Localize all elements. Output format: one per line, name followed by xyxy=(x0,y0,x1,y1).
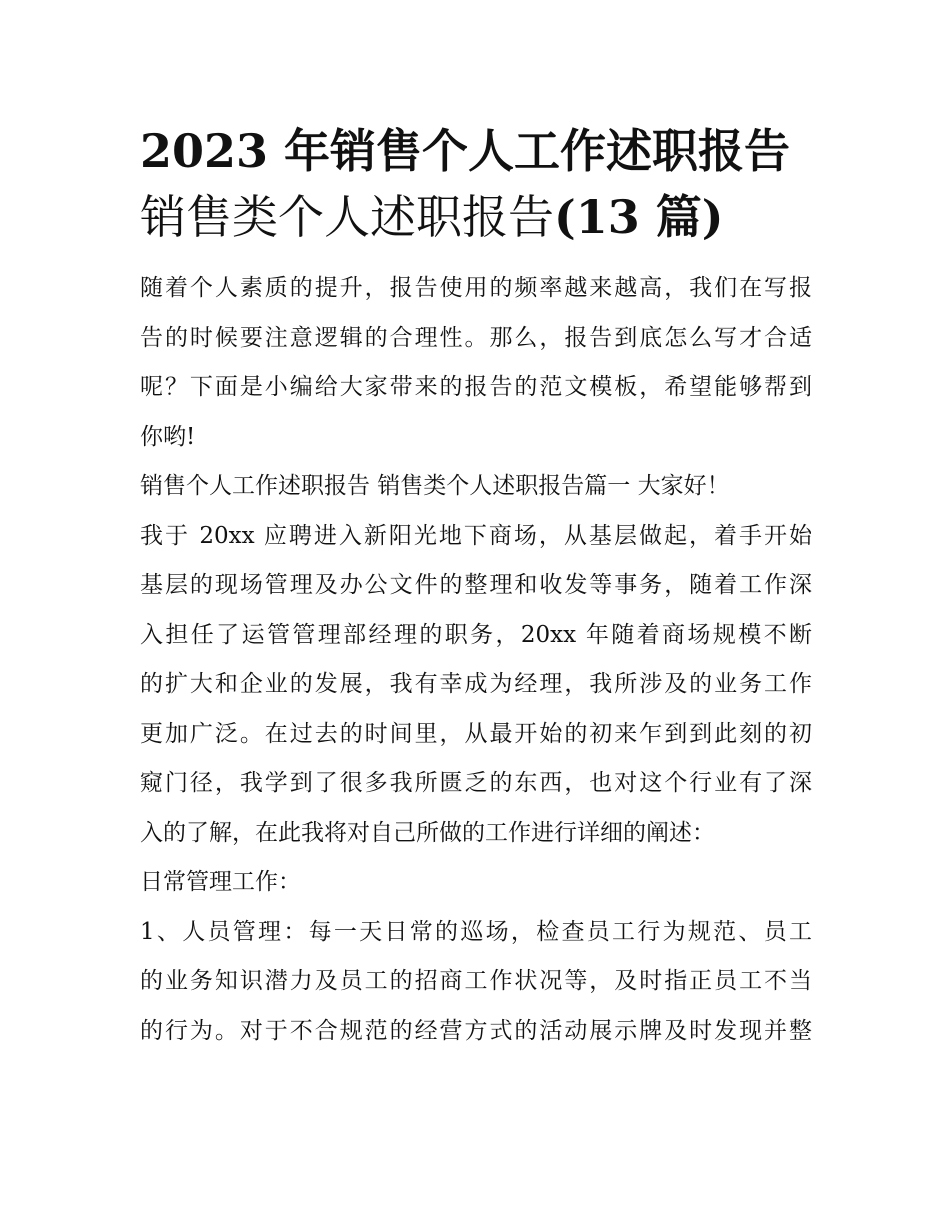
list-item-paragraph xyxy=(140,908,812,1057)
title-line-2-suffix: (13 篇) xyxy=(554,190,724,244)
title-line-2 xyxy=(140,184,812,250)
paragraph-line: 呢？下面是小编给大家带来的报告的范文模板，希望能够帮到 xyxy=(140,374,812,400)
paragraph-line: 日常管理工作： xyxy=(140,869,301,895)
title-line-2-text: 销售类个人述职报告 xyxy=(140,190,554,244)
paragraph-line: 你哟! xyxy=(140,423,196,450)
paragraph-line: 入担任了运管管理部经理的职务，20xx 年随着商场规模不断 xyxy=(140,621,812,648)
paragraph-line: 我于 20xx 应聘进入新阳光地下商场，从基层做起，着手开始 xyxy=(140,522,812,549)
document-page xyxy=(140,118,812,1056)
paragraph-line: 1、人员管理：每一天日常的巡场，检查员工行为规范、员工 xyxy=(140,918,812,945)
paragraph-line: 基层的现场管理及办公文件的整理和收发等事务，随着工作深 xyxy=(140,572,812,598)
subheading-paragraph xyxy=(140,858,812,908)
document-title xyxy=(140,118,812,250)
paragraph-line: 告的时候要注意逻辑的合理性。那么，报告到底怎么写才合适 xyxy=(140,324,812,351)
paragraph-line: 更加广泛。在过去的时间里，从最开始的初来乍到到此刻的初 xyxy=(140,720,812,747)
paragraph-line: 窥门径，我学到了很多我所匮乏的东西，也对这个行业有了深 xyxy=(140,770,812,796)
body-paragraph xyxy=(140,512,812,859)
paragraph-line: 的行为。对于不合规范的经营方式的活动展示牌及时发现并整 xyxy=(140,1017,812,1044)
paragraph-line: 的扩大和企业的发展，我有幸成为经理，我所涉及的业务工作 xyxy=(140,671,812,697)
intro-paragraph xyxy=(140,264,812,462)
paragraph-line: 随着个人素质的提升，报告使用的频率越来越高，我们在写报 xyxy=(140,275,812,301)
paragraph-line: 销售个人工作述职报告 销售类个人述职报告篇一 大家好！ xyxy=(140,473,730,499)
paragraph-line: 入的了解，在此我将对自己所做的工作进行详细的阐述： xyxy=(140,819,715,846)
paragraph-line: 的业务知识潜力及员工的招商工作状况等，及时指正员工不当 xyxy=(140,968,812,994)
section-heading-paragraph xyxy=(140,462,812,512)
title-line-1: 2023 年销售个人工作述职报告 xyxy=(140,124,791,178)
